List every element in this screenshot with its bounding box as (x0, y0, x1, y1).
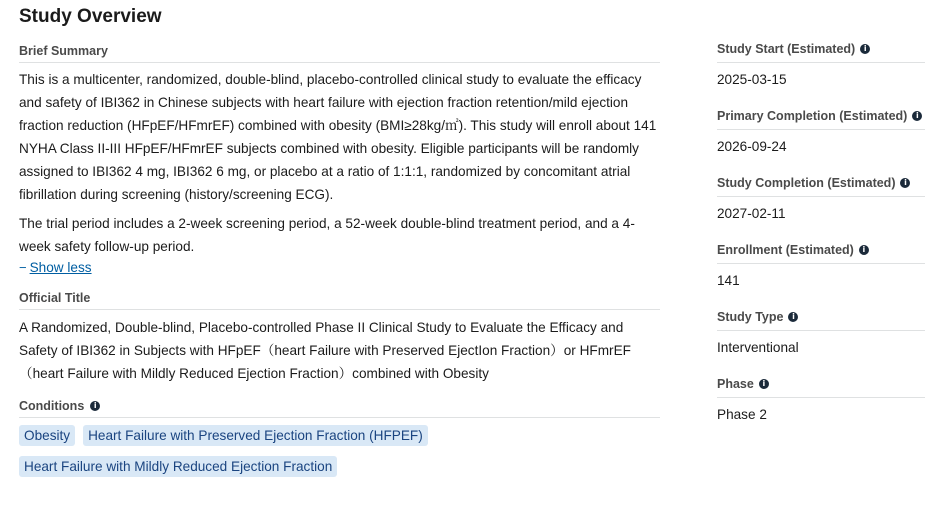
info-icon[interactable]: i (900, 178, 910, 188)
detail-enrollment (717, 243, 925, 310)
official-title-text: A Randomized, Double-blind, Placebo-controlled Phase II Clinical Study to Evaluate the Efficacy and Safety of IBI362 in Subjects with HFpEF（heart Failure with Preserved EjectIon Fraction）or HFmrEF（heart Failure with Mildly Reduced Ejection Fraction）combined with Obesity (19, 320, 631, 381)
info-icon[interactable]: i (912, 111, 922, 121)
overview-main (19, 44, 660, 477)
show-less-link[interactable]: Show less (29, 260, 92, 275)
detail-value: Phase 2 (717, 407, 767, 422)
detail-label (717, 109, 925, 130)
brief-summary-label (19, 44, 660, 63)
detail-label-text: Study Start (Estimated) (717, 42, 856, 56)
detail-label-text: Enrollment (Estimated) (717, 243, 854, 257)
minus-icon: − (19, 260, 27, 275)
conditions-list (19, 425, 539, 477)
brief-summary-paragraph-2: The trial period includes a 2-week screening period, a 52-week double-blind treatment period, and a 4-week safety follow-up period. (19, 216, 635, 254)
detail-label (717, 42, 925, 63)
official-title-label-text: Official Title (19, 291, 91, 305)
detail-value: 141 (717, 273, 740, 288)
detail-value: Interventional (717, 340, 799, 355)
detail-label (717, 377, 925, 398)
condition-chip-hfpef[interactable]: Heart Failure with Preserved Ejection Fraction (HFPEF) (83, 425, 428, 446)
show-less-toggle[interactable] (19, 260, 92, 275)
detail-label-text: Study Completion (Estimated) (717, 176, 896, 190)
detail-study-type (717, 310, 925, 377)
detail-value: 2027-02-11 (717, 206, 786, 221)
conditions-label-text: Conditions (19, 399, 85, 413)
official-title-label (19, 291, 660, 310)
info-icon[interactable]: i (859, 245, 869, 255)
info-icon[interactable]: i (788, 312, 798, 322)
detail-label-text: Study Type (717, 310, 784, 324)
brief-summary-label-text: Brief Summary (19, 44, 108, 58)
page-title: Study Overview (19, 6, 162, 27)
detail-primary-completion (717, 109, 925, 176)
condition-chip-obesity[interactable]: Obesity (19, 425, 75, 446)
conditions-label (19, 399, 660, 418)
info-icon[interactable]: i (90, 401, 100, 411)
detail-label (717, 176, 925, 197)
study-details-sidebar (717, 42, 925, 444)
detail-phase (717, 377, 925, 444)
brief-summary-paragraph-1: This is a multicenter, randomized, double-blind, placebo-controlled clinical study to evaluate the efficacy and safety of IBI362 in Chinese subjects with heart failure with ejection fraction retention/mild ejection fraction reduction (HFpEF/HFmrEF) combined with obesity (BMI≥28kg/㎡). This study will enroll about 141 NYHA Class II-III HFpEF/HFmrEF subjects combined with obesity. Eligible participants will be randomly assigned to IBI362 4 mg, IBI362 6 mg, or placebo at a ratio of 1:1:1, randomized by concomitant atrial fibrillation during screening (history/screening ECG). (19, 72, 657, 202)
detail-label-text: Primary Completion (Estimated) (717, 109, 908, 123)
detail-label (717, 243, 925, 264)
detail-label (717, 310, 925, 331)
detail-label-text: Phase (717, 377, 754, 391)
info-icon[interactable]: i (759, 379, 769, 389)
info-icon[interactable]: i (860, 44, 870, 54)
detail-value: 2026-09-24 (717, 139, 787, 154)
detail-value: 2025-03-15 (717, 72, 787, 87)
detail-study-start (717, 42, 925, 109)
condition-chip-hfmref[interactable]: Heart Failure with Mildly Reduced Ejection Fraction (19, 456, 337, 477)
detail-study-completion (717, 176, 925, 243)
